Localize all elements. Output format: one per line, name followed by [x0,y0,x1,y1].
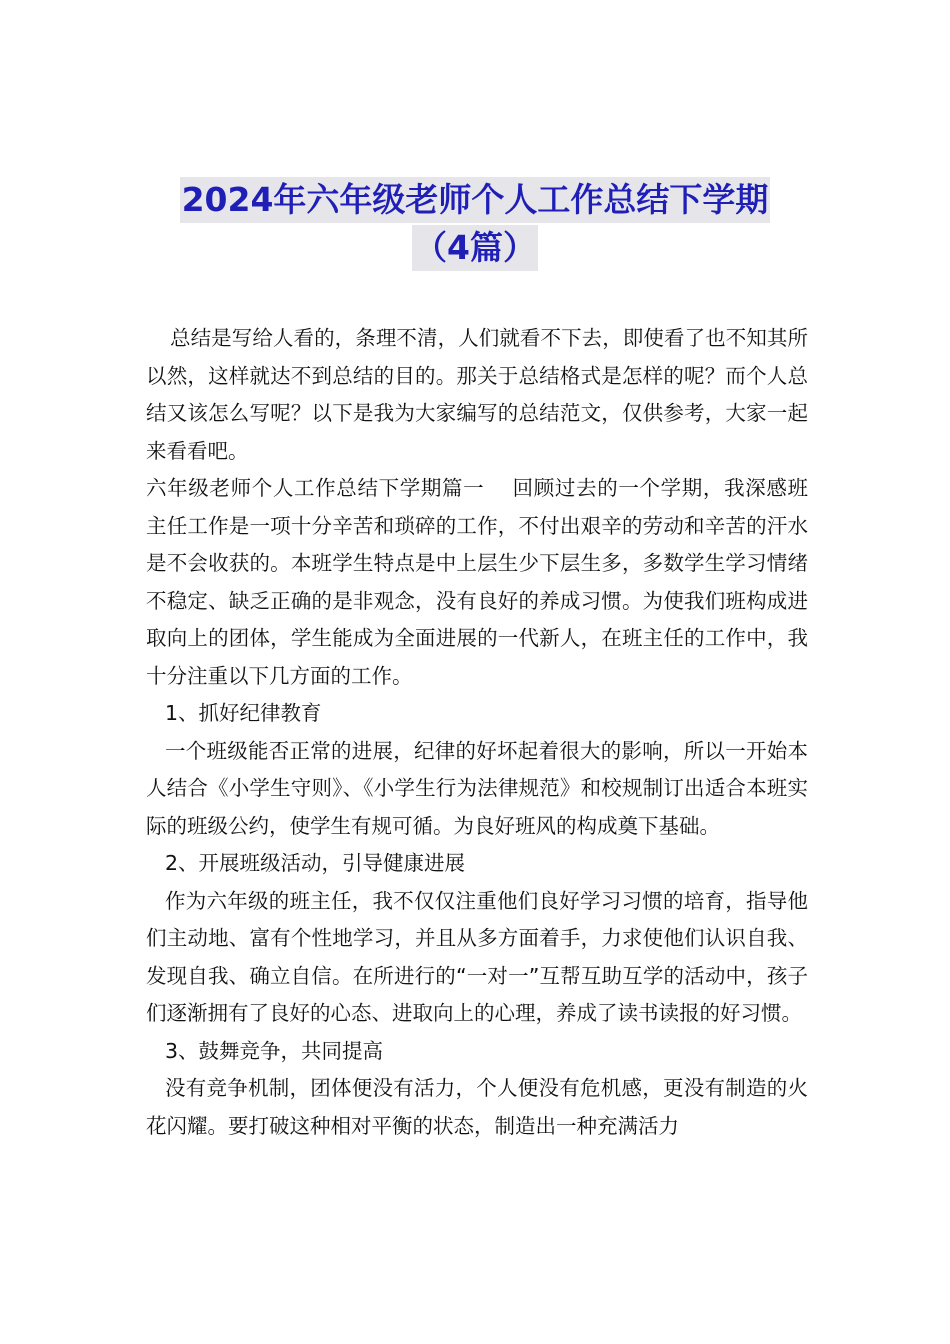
title-line-2: （4篇） [412,225,538,271]
heading-discipline: 1、抓好纪律教育 [165,701,322,725]
document-body [146,320,808,1145]
paragraph-intro: 总结是写给人看的，条理不清，人们就看不下去，即使看了也不知其所以然，这样就达不到总结的目的。那关于总结格式是怎样的呢？而个人总结又该怎么写呢？以下是我为大家编写的总结范文，仅供参考，大家一起来看看吧。 [146,326,808,463]
title-line-1: 2024年六年级老师个人工作总结下学期 [180,177,771,223]
document-title [0,177,950,273]
paragraph-activities: 作为六年级的班主任，我不仅仅注重他们良好学习习惯的培育，指导他们主动地、富有个性地学习，并且从多方面着手，力求使他们认识自我、发现自我、确立自信。在所进行的“一对一”互帮互助互学的活动中，孩子们逐渐拥有了良好的心态、进取向上的心理，养成了读书读报的好习惯。 [146,888,808,1025]
heading-competition: 3、鼓舞竞争，共同提高 [165,1038,384,1063]
paragraph-section-one: 六年级老师个人工作总结下学期篇一 回顾过去的一个学期，我深感班主任工作是一项十分辛苦和琐碎的工作，不付出艰辛的劳动和辛苦的汗水是不会收获的。本班学生特点是中上层生少下层生多，多数学生学习情绪不稳定、缺乏正确的是非观念，没有良好的养成习惯。为使我们班构成进取向上的团体，学生能成为全面进展的一代新人，在班主任的工作中，我十分注重以下几方面的工作。 [146,476,808,688]
heading-activities: 2、开展班级活动，引导健康进展 [165,851,466,875]
paragraph-discipline: 一个班级能否正常的进展，纪律的好坏起着很大的影响，所以一开始本人结合《小学生守则》、《小学生行为法律规范》和校规制订出适合本班实际的班级公约，使学生有规可循。为良好班风的构成奠下基础。 [146,738,808,838]
paragraph-competition: 没有竞争机制，团体便没有活力，个人便没有危机感，更没有制造的火花闪耀。要打破这种相对平衡的状态，制造出一种充满活力 [146,1076,808,1138]
